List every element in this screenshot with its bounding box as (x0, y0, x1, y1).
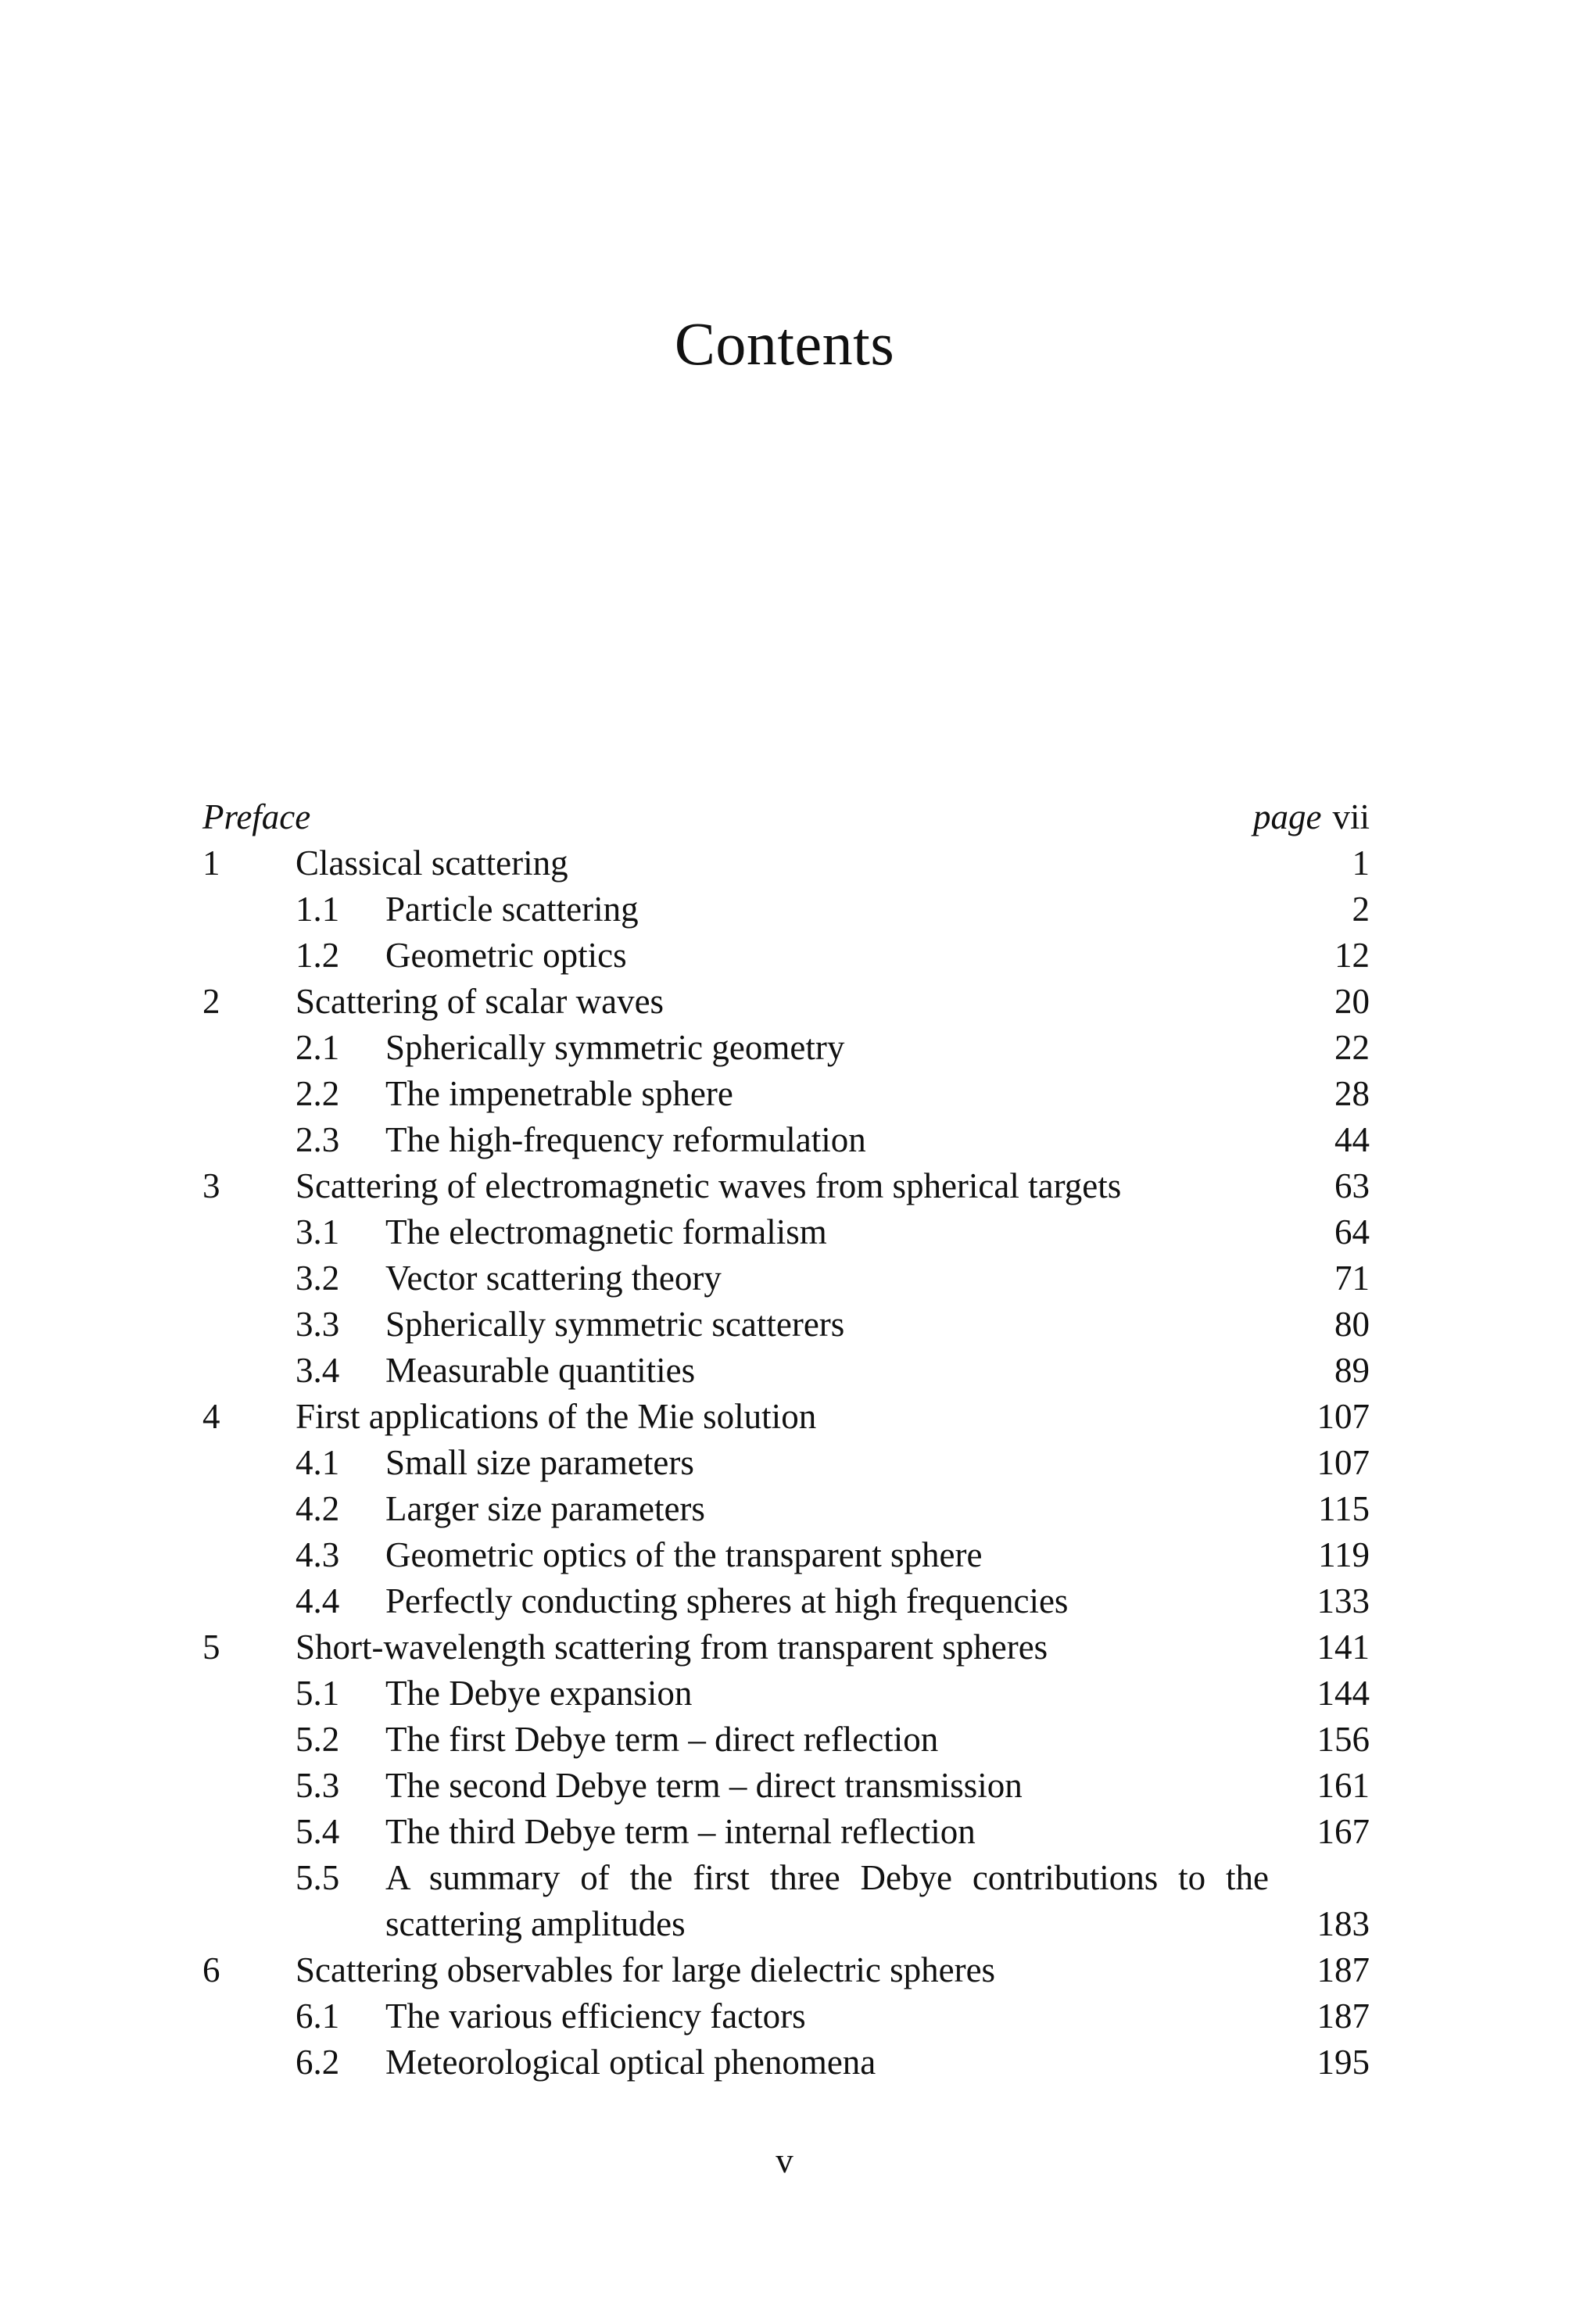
toc-section-row (0, 1440, 1569, 1486)
chapter-number: 5 (202, 1628, 220, 1667)
section-number: 1.2 (296, 936, 340, 975)
section-number: 4.2 (296, 1489, 340, 1528)
section-number: 5.3 (296, 1766, 340, 1805)
toc-chapter-row (0, 979, 1569, 1025)
section-title: The second Debye term – direct transmission (385, 1766, 1023, 1805)
section-title: Particle scattering (385, 890, 639, 929)
section-number: 5.2 (296, 1720, 340, 1759)
section-page: 107 (1316, 1443, 1370, 1482)
section-page: 167 (1316, 1812, 1370, 1851)
section-number: 3.1 (296, 1212, 340, 1252)
toc-section-row (0, 1809, 1569, 1855)
section-title: Larger size parameters (385, 1489, 705, 1528)
toc-section-row (0, 1117, 1569, 1163)
chapter-page: 63 (1334, 1166, 1370, 1205)
chapter-title: Classical scattering (296, 843, 568, 883)
chapter-title: Scattering observables for large dielectric spheres (296, 1950, 996, 1989)
toc-section-row (0, 2039, 1569, 2086)
preface-page-number: vii (1332, 797, 1370, 836)
toc-section-row (0, 1025, 1569, 1071)
section-page: 156 (1316, 1720, 1370, 1759)
section-number: 3.4 (296, 1351, 340, 1390)
toc-chapter-row (0, 1163, 1569, 1209)
section-number: 6.1 (296, 1996, 340, 2036)
chapter-number: 2 (202, 982, 220, 1021)
toc-section-row (0, 1486, 1569, 1532)
section-number: 4.3 (296, 1535, 340, 1574)
chapter-number: 6 (202, 1950, 220, 1989)
section-title: A summary of the first three Debye contributions to the scattering amplitudes (385, 1858, 1269, 1943)
toc-section-row (0, 886, 1569, 933)
section-page: 80 (1334, 1305, 1370, 1344)
section-title: The Debye expansion (385, 1674, 693, 1713)
chapter-number: 4 (202, 1397, 220, 1436)
section-number: 4.1 (296, 1443, 340, 1482)
section-page: 2 (1352, 890, 1370, 929)
toc-section-row (0, 1855, 1569, 1947)
section-number: 5.4 (296, 1812, 340, 1851)
section-title: The various efficiency factors (385, 1996, 806, 2036)
preface-title: Preface (202, 797, 311, 836)
section-title: The first Debye term – direct reflection (385, 1720, 939, 1759)
toc-chapter-row (0, 1624, 1569, 1670)
section-page: 119 (1318, 1535, 1370, 1574)
toc-section-row (0, 1670, 1569, 1717)
section-title: Geometric optics of the transparent sphere (385, 1535, 983, 1574)
section-title: Geometric optics (385, 936, 627, 975)
page-number-folio: v (776, 2141, 793, 2180)
section-page: 44 (1334, 1120, 1370, 1159)
toc-section-row (0, 1763, 1569, 1809)
chapter-title: Scattering of scalar waves (296, 982, 664, 1021)
toc-section-row (0, 1348, 1569, 1394)
section-title: The third Debye term – internal reflection (385, 1812, 976, 1851)
section-number: 4.4 (296, 1581, 340, 1620)
section-title: Spherically symmetric geometry (385, 1028, 845, 1067)
toc-preface-row (0, 794, 1569, 840)
section-number: 2.1 (296, 1028, 340, 1067)
section-title: The electromagnetic formalism (385, 1212, 827, 1252)
section-title: The impenetrable sphere (385, 1074, 733, 1113)
section-title: Meteorological optical phenomena (385, 2043, 876, 2082)
section-number: 5.5 (296, 1858, 340, 1897)
section-title: Vector scattering theory (385, 1259, 722, 1298)
section-page: 12 (1334, 936, 1370, 975)
section-number: 6.2 (296, 2043, 340, 2082)
section-page: 161 (1316, 1766, 1370, 1805)
section-page: 115 (1318, 1489, 1370, 1528)
preface-page (1253, 794, 1370, 840)
section-number: 3.2 (296, 1259, 340, 1298)
toc-chapter-row (0, 1947, 1569, 1993)
section-page: 71 (1334, 1259, 1370, 1298)
section-title: Perfectly conducting spheres at high frequencies (385, 1581, 1069, 1620)
toc-section-row (0, 1532, 1569, 1578)
section-page: 195 (1316, 2043, 1370, 2082)
chapter-page: 107 (1316, 1397, 1370, 1436)
section-number: 1.1 (296, 890, 340, 929)
toc-section-row (0, 1717, 1569, 1763)
page-word: page (1253, 797, 1322, 836)
table-of-contents (0, 794, 1569, 2086)
chapter-page: 20 (1334, 982, 1370, 1021)
toc-section-row (0, 1993, 1569, 2039)
toc-section-row (0, 1255, 1569, 1302)
section-page: 133 (1316, 1581, 1370, 1620)
section-page: 187 (1316, 1996, 1370, 2036)
chapter-number: 1 (202, 843, 220, 883)
chapter-page: 141 (1316, 1628, 1370, 1667)
toc-section-row (0, 1302, 1569, 1348)
toc-section-row (0, 1071, 1569, 1117)
section-page: 89 (1334, 1351, 1370, 1390)
toc-section-row (0, 933, 1569, 979)
section-number: 3.3 (296, 1305, 340, 1344)
section-number: 2.3 (296, 1120, 340, 1159)
section-title: Spherically symmetric scatterers (385, 1305, 845, 1344)
section-number: 5.1 (296, 1674, 340, 1713)
chapter-title: Short-wavelength scattering from transparent spheres (296, 1628, 1048, 1667)
toc-section-row (0, 1209, 1569, 1255)
page-title: Contents (674, 310, 895, 378)
toc-section-row (0, 1578, 1569, 1624)
toc-chapter-row (0, 840, 1569, 886)
chapter-number: 3 (202, 1166, 220, 1205)
toc-chapter-row (0, 1394, 1569, 1440)
chapter-title: Scattering of electromagnetic waves from spherical targets (296, 1166, 1122, 1205)
section-title: Measurable quantities (385, 1351, 696, 1390)
section-page: 22 (1334, 1028, 1370, 1067)
section-page: 28 (1334, 1074, 1370, 1113)
section-page: 64 (1334, 1212, 1370, 1252)
section-title: Small size parameters (385, 1443, 694, 1482)
section-page: 183 (1316, 1904, 1370, 1943)
chapter-page: 187 (1316, 1950, 1370, 1989)
section-title: The high-frequency reformulation (385, 1120, 866, 1159)
chapter-page: 1 (1352, 843, 1370, 883)
section-number: 2.2 (296, 1074, 340, 1113)
section-page: 144 (1316, 1674, 1370, 1713)
chapter-title: First applications of the Mie solution (296, 1397, 817, 1436)
